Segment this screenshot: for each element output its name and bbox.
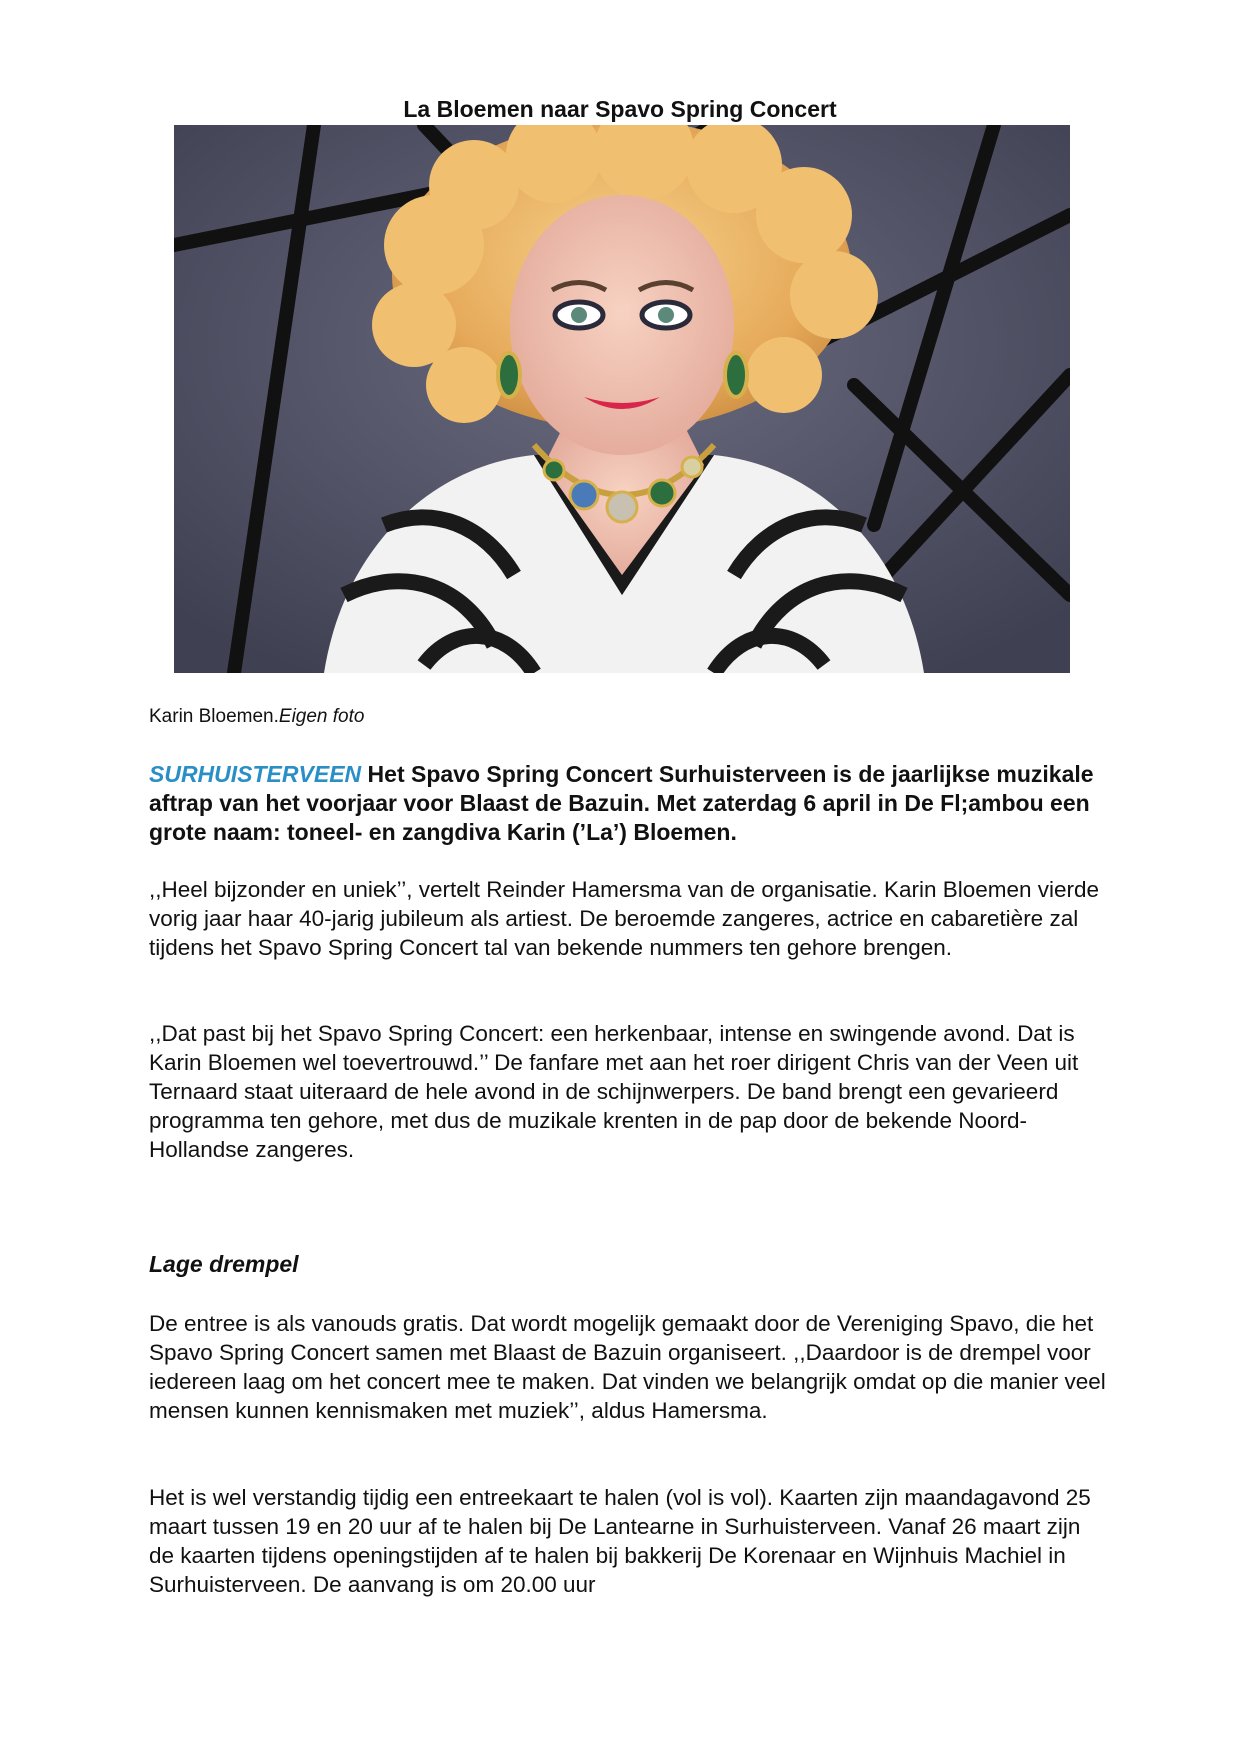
- caption-name: Karin Bloemen.: [149, 706, 279, 727]
- lead-paragraph: [149, 760, 1099, 847]
- article-title: La Bloemen naar Spavo Spring Concert: [403, 96, 837, 122]
- right-earring: [725, 353, 747, 397]
- lead-text: Het Spavo Spring Concert Surhuisterveen is de jaarlijkse muzikale aftrap van het voorjaar voor Blaast de Bazuin. Met zaterdag 6 april in De Fl;ambou een grote naam: toneel- en zangdiva Karin (’La’) Bloemen.: [149, 761, 1094, 845]
- body-paragraph-1: ,,Heel bijzonder en uniek’’, vertelt Reinder Hamersma van de organisatie. Karin Bloemen vierde vorig jaar haar 40-jarig jubileum als artiest. De beroemde zangeres, actrice en cabaretière zal tijdens het Spavo Spring Concert tal van bekende nummers ten gehore brengen.: [149, 877, 1100, 960]
- face: [510, 195, 734, 455]
- caption-credit: Eigen foto: [278, 706, 365, 727]
- left-earring: [498, 353, 520, 397]
- dateline-place: SURHUISTERVEEN: [149, 761, 362, 787]
- subheading: Lage drempel: [149, 1251, 299, 1277]
- body-paragraph-3: De entree is als vanouds gratis. Dat wordt mogelijk gemaakt door de Vereniging Spavo, die het Spavo Spring Concert samen met Blaast de Bazuin organiseert. ,,Daardoor is de drempel voor iedereen laag om het concert mee te maken. Dat vinden we belangrijk omdat op die manier veel mensen kunnen kennismaken met muziek’’, aldus Hamersma.: [149, 1311, 1106, 1423]
- body-paragraph-4: Het is wel verstandig tijdig een entreekaart te halen (vol is vol). Kaarten zijn maandagavond 25 maart tussen 19 en 20 uur af te halen bij De Lantearne in Surhuisterveen. Vanaf 26 maart zijn de kaarten tijdens openingstijden af te halen bij bakkerij De Korenaar en Wijnhuis Machiel in Surhuisterveen. De aanvang is om 20.00 uur: [149, 1485, 1091, 1597]
- portrait-photo: [174, 125, 1070, 673]
- body-paragraph-2: ,,Dat past bij het Spavo Spring Concert: een herkenbaar, intense en swingende avond. Dat is Karin Bloemen wel toevertrouwd.’’ De fanfare met aan het roer dirigent Chris van der Veen uit Ternaard staat uiteraard de hele avond in de schijnwerpers. De band brengt een gevarieerd programma ten gehore, met dus de muzikale krenten in de pap door de bekende Noord-Hollandse zangeres.: [149, 1021, 1079, 1162]
- photo-caption: [149, 706, 364, 728]
